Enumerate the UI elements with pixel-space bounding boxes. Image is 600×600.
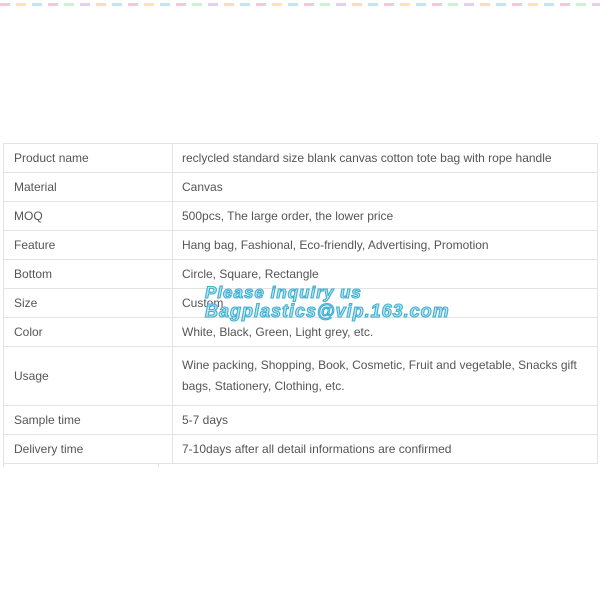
spec-value: White, Black, Green, Light grey, etc. (173, 318, 598, 347)
product-spec-table (3, 143, 598, 464)
spec-value: reclycled standard size blank canvas cotton tote bag with rope handle (173, 144, 598, 173)
spec-value: Hang bag, Fashional, Eco-friendly, Advertising, Promotion (173, 231, 598, 260)
spec-label: Usage (4, 347, 173, 406)
table-row (4, 144, 598, 173)
spec-value: 7-10days after all detail informations are confirmed (173, 435, 598, 464)
spec-value: Canvas (173, 173, 598, 202)
spec-value: Wine packing, Shopping, Book, Cosmetic, Fruit and vegetable, Snacks gift bags, Stationery, Clothing, etc. (173, 347, 598, 406)
table-row (4, 260, 598, 289)
table-divider-stub (158, 464, 159, 467)
spec-label: Sample time (4, 406, 173, 435)
table-row (4, 347, 598, 406)
spec-label: Color (4, 318, 173, 347)
table-row (4, 173, 598, 202)
table-row (4, 406, 598, 435)
spec-label: Product name (4, 144, 173, 173)
table-row (4, 435, 598, 464)
table-row (4, 318, 598, 347)
spec-value: Custom (173, 289, 598, 318)
spec-label: Delivery time (4, 435, 173, 464)
spec-value: Circle, Square, Rectangle (173, 260, 598, 289)
spec-label: Feature (4, 231, 173, 260)
table-edge-stub (3, 464, 4, 467)
spec-label: MOQ (4, 202, 173, 231)
watermark-line1: Please inquiry us (205, 283, 362, 302)
watermark-line2: Bagplastics@vip.163.com (205, 301, 450, 321)
spec-table (3, 143, 598, 464)
table-row (4, 202, 598, 231)
spec-label: Material (4, 173, 173, 202)
spec-label: Bottom (4, 260, 173, 289)
spec-label: Size (4, 289, 173, 318)
spec-value: 5-7 days (173, 406, 598, 435)
table-row (4, 231, 598, 260)
spec-value: 500pcs, The large order, the lower price (173, 202, 598, 231)
table-row (4, 289, 598, 318)
decorative-dashed-line (0, 3, 600, 6)
